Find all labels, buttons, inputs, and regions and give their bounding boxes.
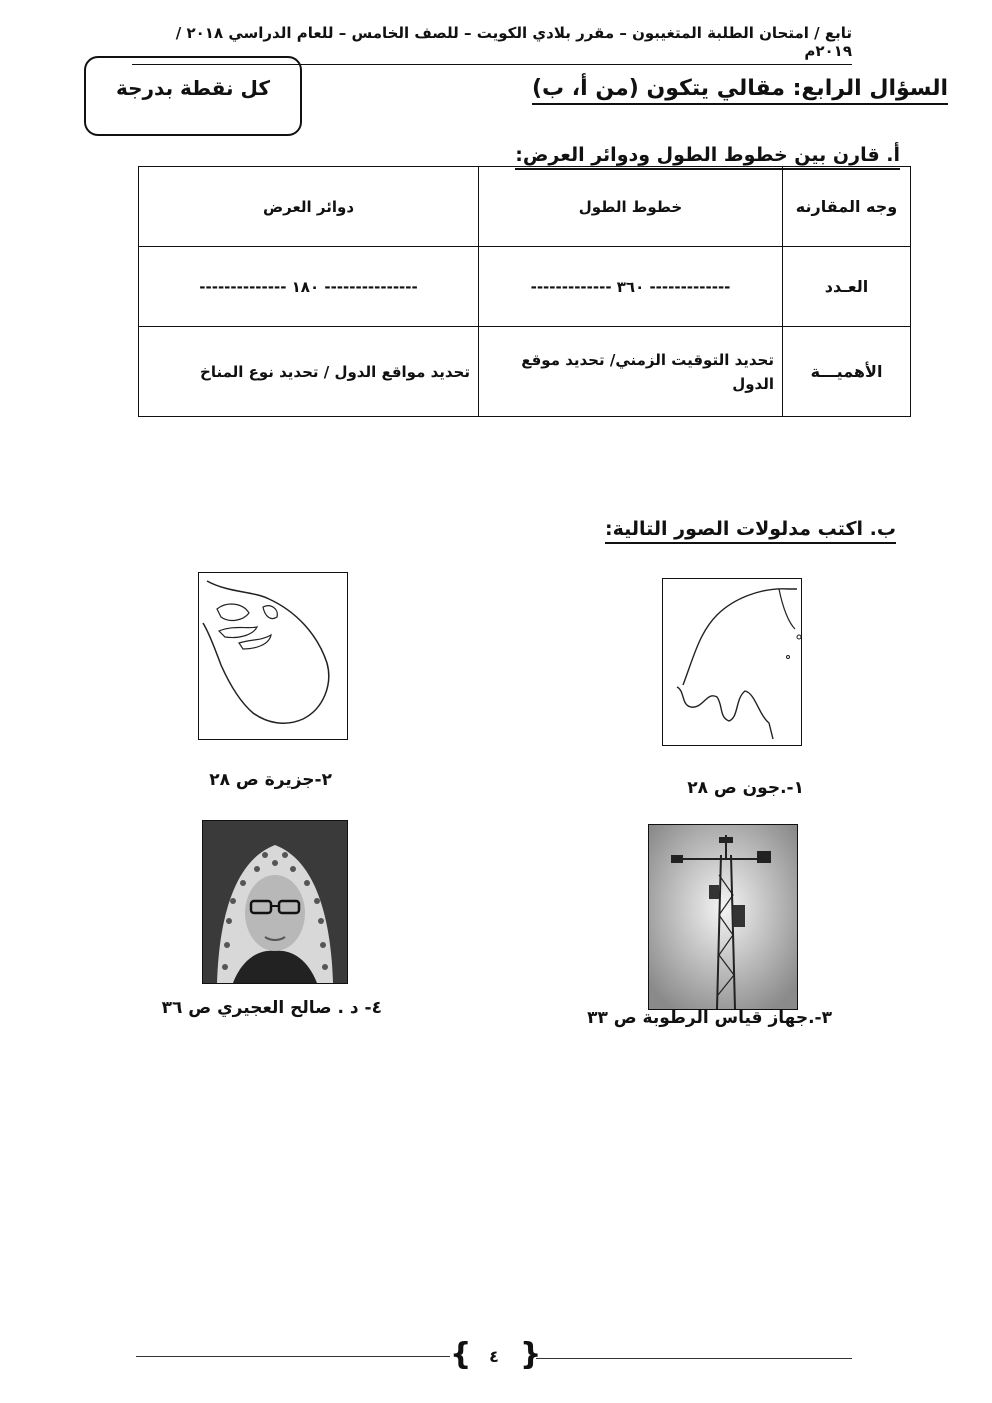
table-header-row: [139, 167, 911, 247]
bay-map-image: [662, 578, 802, 746]
caption-1: ١-.جون ص ٢٨: [687, 778, 804, 798]
footer-rule-right: [536, 1358, 852, 1359]
island-outline-icon: [199, 573, 347, 739]
caption-3: ٣-.جهاز قياس الرطوبة ص ٣٣: [587, 1008, 832, 1028]
portrait-image: [202, 820, 348, 984]
caption-4: ٤- د . صالح العجيري ص ٣٦: [161, 998, 382, 1018]
page-number: ٤: [489, 1347, 499, 1366]
question-title: السؤال الرابع: مقالي يتكون (من أ، ب): [532, 76, 948, 105]
importance-latitude: تحديد مواقع الدول / تحديد نوع المناخ: [139, 327, 479, 417]
footer-rule-left: [136, 1356, 450, 1357]
weather-tower-icon: [649, 825, 797, 1009]
caption-2: ٢-جزيرة ص ٢٨: [209, 770, 332, 790]
header-latitude: دوائر العرض: [139, 167, 479, 247]
exam-header: تابع / امتحان الطلبة المتغيبون – مقرر بلادي الكويت – للصف الخامس – للعام الدراسي ٢٠١٨ / ٢٠١٩م: [132, 24, 852, 65]
brace-open-icon: {: [450, 1337, 472, 1372]
part-a-title: أ. قارن بين خطوط الطول ودوائر العرض:: [515, 144, 900, 170]
header-longitude: خطوط الطول: [479, 167, 783, 247]
row-label-importance: الأهميـــة: [783, 327, 911, 417]
person-portrait-icon: [203, 821, 347, 983]
count-longitude: ------------- ٣٦٠ -------------: [479, 247, 783, 327]
grade-box: كل نقطة بدرجة: [84, 56, 302, 136]
part-b-title: ب. اكتب مدلولات الصور التالية:: [605, 518, 896, 544]
comparison-table: [138, 166, 911, 417]
table-row: [139, 247, 911, 327]
island-map-image: [198, 572, 348, 740]
header-aspect: وجه المقارنه: [783, 167, 911, 247]
bay-outline-icon: [663, 579, 801, 745]
importance-longitude: تحديد التوقيت الزمني/ تحديد موقع الدول: [479, 327, 783, 417]
row-label-count: العـدد: [783, 247, 911, 327]
table-row: [139, 327, 911, 417]
brace-close-icon: }: [520, 1337, 542, 1372]
humidity-device-image: [648, 824, 798, 1010]
count-latitude: --------------- ١٨٠ --------------: [139, 247, 479, 327]
